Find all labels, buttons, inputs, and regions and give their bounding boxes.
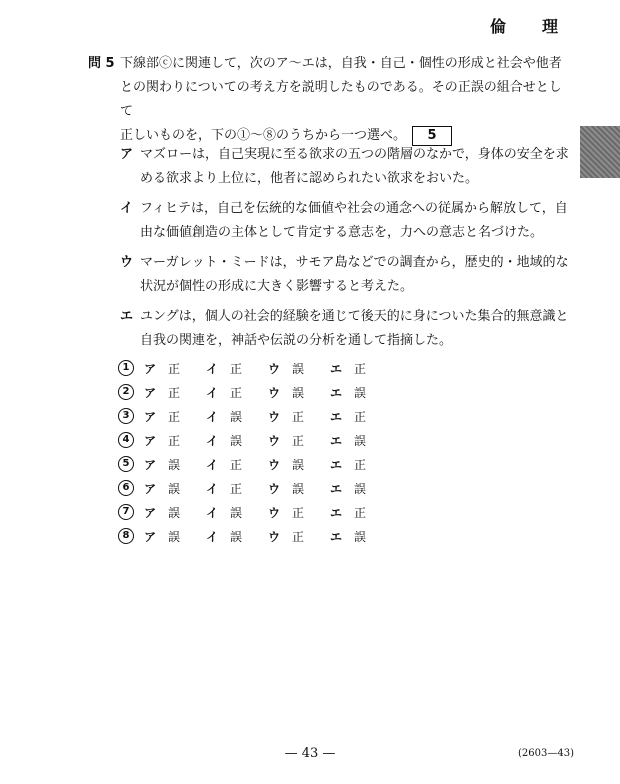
- option-key: ア: [144, 457, 157, 472]
- option-value: 正: [354, 361, 367, 376]
- option-value: 誤: [230, 409, 243, 424]
- option-value: 誤: [354, 433, 367, 448]
- answer-option-6[interactable]: [118, 476, 392, 500]
- statement-label: エ: [120, 309, 134, 324]
- option-value: 誤: [354, 385, 367, 400]
- option-value: 正: [292, 409, 305, 424]
- statement-list: [120, 143, 570, 359]
- option-pair: [330, 384, 392, 401]
- statement-text: マーガレット・ミードは，サモア島などでの調査から，歴史的・地域的な: [140, 255, 569, 270]
- option-pair: [206, 360, 268, 377]
- option-value: 誤: [354, 481, 367, 496]
- option-pair: [268, 456, 330, 473]
- option-value: 誤: [292, 385, 305, 400]
- statement-label: ウ: [120, 255, 134, 270]
- statement-text: 状況が個性の形成に大きく影響すると考えた。: [140, 279, 414, 294]
- option-value: 正: [168, 433, 181, 448]
- option-key: ア: [144, 385, 157, 400]
- option-key: エ: [330, 433, 343, 448]
- option-pair: [144, 528, 206, 545]
- option-number: 3: [118, 408, 134, 424]
- option-value: 誤: [168, 481, 181, 496]
- option-pair: [330, 480, 392, 497]
- answer-option-4[interactable]: [118, 428, 392, 452]
- option-key: ア: [144, 361, 157, 376]
- statement-label: イ: [120, 201, 134, 216]
- option-key: ア: [144, 433, 157, 448]
- statement-text: 由な価値創造の主体として肯定する意志を，力への意志と名づけた。: [140, 225, 544, 240]
- option-pair: [144, 384, 206, 401]
- subject-title: 倫 理: [489, 17, 568, 36]
- option-value: 誤: [292, 361, 305, 376]
- question-text-line1: 下線部ⓒに関連して，次のア～エは，自我・自己・個性の形成と社会や他者: [120, 56, 562, 71]
- page-code: (2603—43): [518, 748, 574, 759]
- option-value: 誤: [168, 457, 181, 472]
- statement-d: [120, 305, 570, 353]
- option-pair: [206, 504, 268, 521]
- statement-label: ア: [120, 147, 134, 162]
- option-value: 誤: [230, 529, 243, 544]
- option-key: エ: [330, 481, 343, 496]
- option-key: ウ: [268, 409, 281, 424]
- option-pair: [330, 432, 392, 449]
- option-key: ウ: [268, 481, 281, 496]
- section-tab-marker: [580, 126, 620, 178]
- option-value: 誤: [230, 433, 243, 448]
- option-value: 正: [292, 433, 305, 448]
- answer-option-5[interactable]: [118, 452, 392, 476]
- option-pair: [330, 408, 392, 425]
- option-pair: [268, 480, 330, 497]
- option-pair: [330, 360, 392, 377]
- option-number: 2: [118, 384, 134, 400]
- option-key: イ: [206, 433, 219, 448]
- option-pair: [144, 456, 206, 473]
- option-key: イ: [206, 409, 219, 424]
- option-value: 誤: [168, 505, 181, 520]
- option-pair: [268, 384, 330, 401]
- option-value: 正: [168, 385, 181, 400]
- option-value: 正: [292, 529, 305, 544]
- option-pair: [206, 408, 268, 425]
- statement-text: マズローは，自己実現に至る欲求の五つの階層のなかで，身体の安全を求: [140, 147, 569, 162]
- option-value: 誤: [230, 505, 243, 520]
- option-value: 正: [230, 481, 243, 496]
- statement-c: [120, 251, 570, 299]
- option-value: 正: [354, 457, 367, 472]
- statement-a: [120, 143, 570, 191]
- answer-option-2[interactable]: [118, 380, 392, 404]
- option-pair: [144, 504, 206, 521]
- option-pair: [268, 504, 330, 521]
- answer-option-1[interactable]: [118, 356, 392, 380]
- statement-text: ユングは，個人の社会的経験を通じて後天的に身についた集合的無意識と: [140, 309, 569, 324]
- option-key: エ: [330, 505, 343, 520]
- option-value: 正: [168, 409, 181, 424]
- answer-options: [118, 356, 392, 548]
- option-key: イ: [206, 361, 219, 376]
- option-key: ア: [144, 481, 157, 496]
- option-pair: [206, 528, 268, 545]
- option-key: エ: [330, 529, 343, 544]
- option-value: 正: [230, 361, 243, 376]
- option-key: イ: [206, 505, 219, 520]
- question-block: [88, 52, 562, 148]
- option-key: エ: [330, 457, 343, 472]
- option-value: 正: [354, 505, 367, 520]
- option-value: 誤: [292, 481, 305, 496]
- question-text-line3-text: 正しいものを，下の①～⑧のうちから一つ選べ。: [120, 128, 407, 143]
- option-pair: [144, 408, 206, 425]
- option-key: イ: [206, 457, 219, 472]
- option-key: ウ: [268, 457, 281, 472]
- answer-number-box: 5: [412, 126, 452, 146]
- option-pair: [206, 432, 268, 449]
- statement-text: める欲求より上位に，他者に認められたい欲求をおいた。: [140, 171, 479, 186]
- option-pair: [330, 504, 392, 521]
- option-key: ア: [144, 505, 157, 520]
- question-text-line2: との関わりについての考え方を説明したものである。その正誤の組合せとして: [120, 80, 562, 119]
- option-key: エ: [330, 361, 343, 376]
- option-key: エ: [330, 409, 343, 424]
- option-value: 誤: [292, 457, 305, 472]
- question-number: 問 5: [88, 56, 115, 71]
- page-number: — 43 —: [284, 746, 336, 761]
- option-key: ウ: [268, 433, 281, 448]
- option-value: 正: [168, 361, 181, 376]
- option-value: 正: [230, 385, 243, 400]
- option-key: エ: [330, 385, 343, 400]
- option-key: ウ: [268, 385, 281, 400]
- option-pair: [268, 360, 330, 377]
- statement-text: 自我の関連を，神話や伝説の分析を通して指摘した。: [140, 333, 453, 348]
- option-key: ウ: [268, 505, 281, 520]
- option-value: 誤: [168, 529, 181, 544]
- option-key: イ: [206, 529, 219, 544]
- option-pair: [206, 480, 268, 497]
- option-key: ア: [144, 529, 157, 544]
- statement-text: フィヒテは，自己を伝統的な価値や社会の通念への従属から解放して，自: [140, 201, 568, 216]
- option-key: ウ: [268, 529, 281, 544]
- option-number: 5: [118, 456, 134, 472]
- option-pair: [330, 456, 392, 473]
- option-key: ウ: [268, 361, 281, 376]
- option-key: ア: [144, 409, 157, 424]
- option-pair: [330, 528, 392, 545]
- option-key: イ: [206, 481, 219, 496]
- option-key: イ: [206, 385, 219, 400]
- option-number: 4: [118, 432, 134, 448]
- option-pair: [144, 480, 206, 497]
- answer-option-7[interactable]: [118, 500, 392, 524]
- option-pair: [268, 432, 330, 449]
- answer-option-8[interactable]: [118, 524, 392, 548]
- option-pair: [206, 384, 268, 401]
- answer-option-3[interactable]: [118, 404, 392, 428]
- option-value: 正: [292, 505, 305, 520]
- option-pair: [206, 456, 268, 473]
- option-value: 正: [354, 409, 367, 424]
- option-pair: [144, 360, 206, 377]
- option-number: 8: [118, 528, 134, 544]
- option-number: 1: [118, 360, 134, 376]
- option-number: 7: [118, 504, 134, 520]
- statement-b: [120, 197, 570, 245]
- option-value: 正: [230, 457, 243, 472]
- option-pair: [268, 528, 330, 545]
- option-pair: [268, 408, 330, 425]
- option-pair: [144, 432, 206, 449]
- option-value: 誤: [354, 529, 367, 544]
- option-number: 6: [118, 480, 134, 496]
